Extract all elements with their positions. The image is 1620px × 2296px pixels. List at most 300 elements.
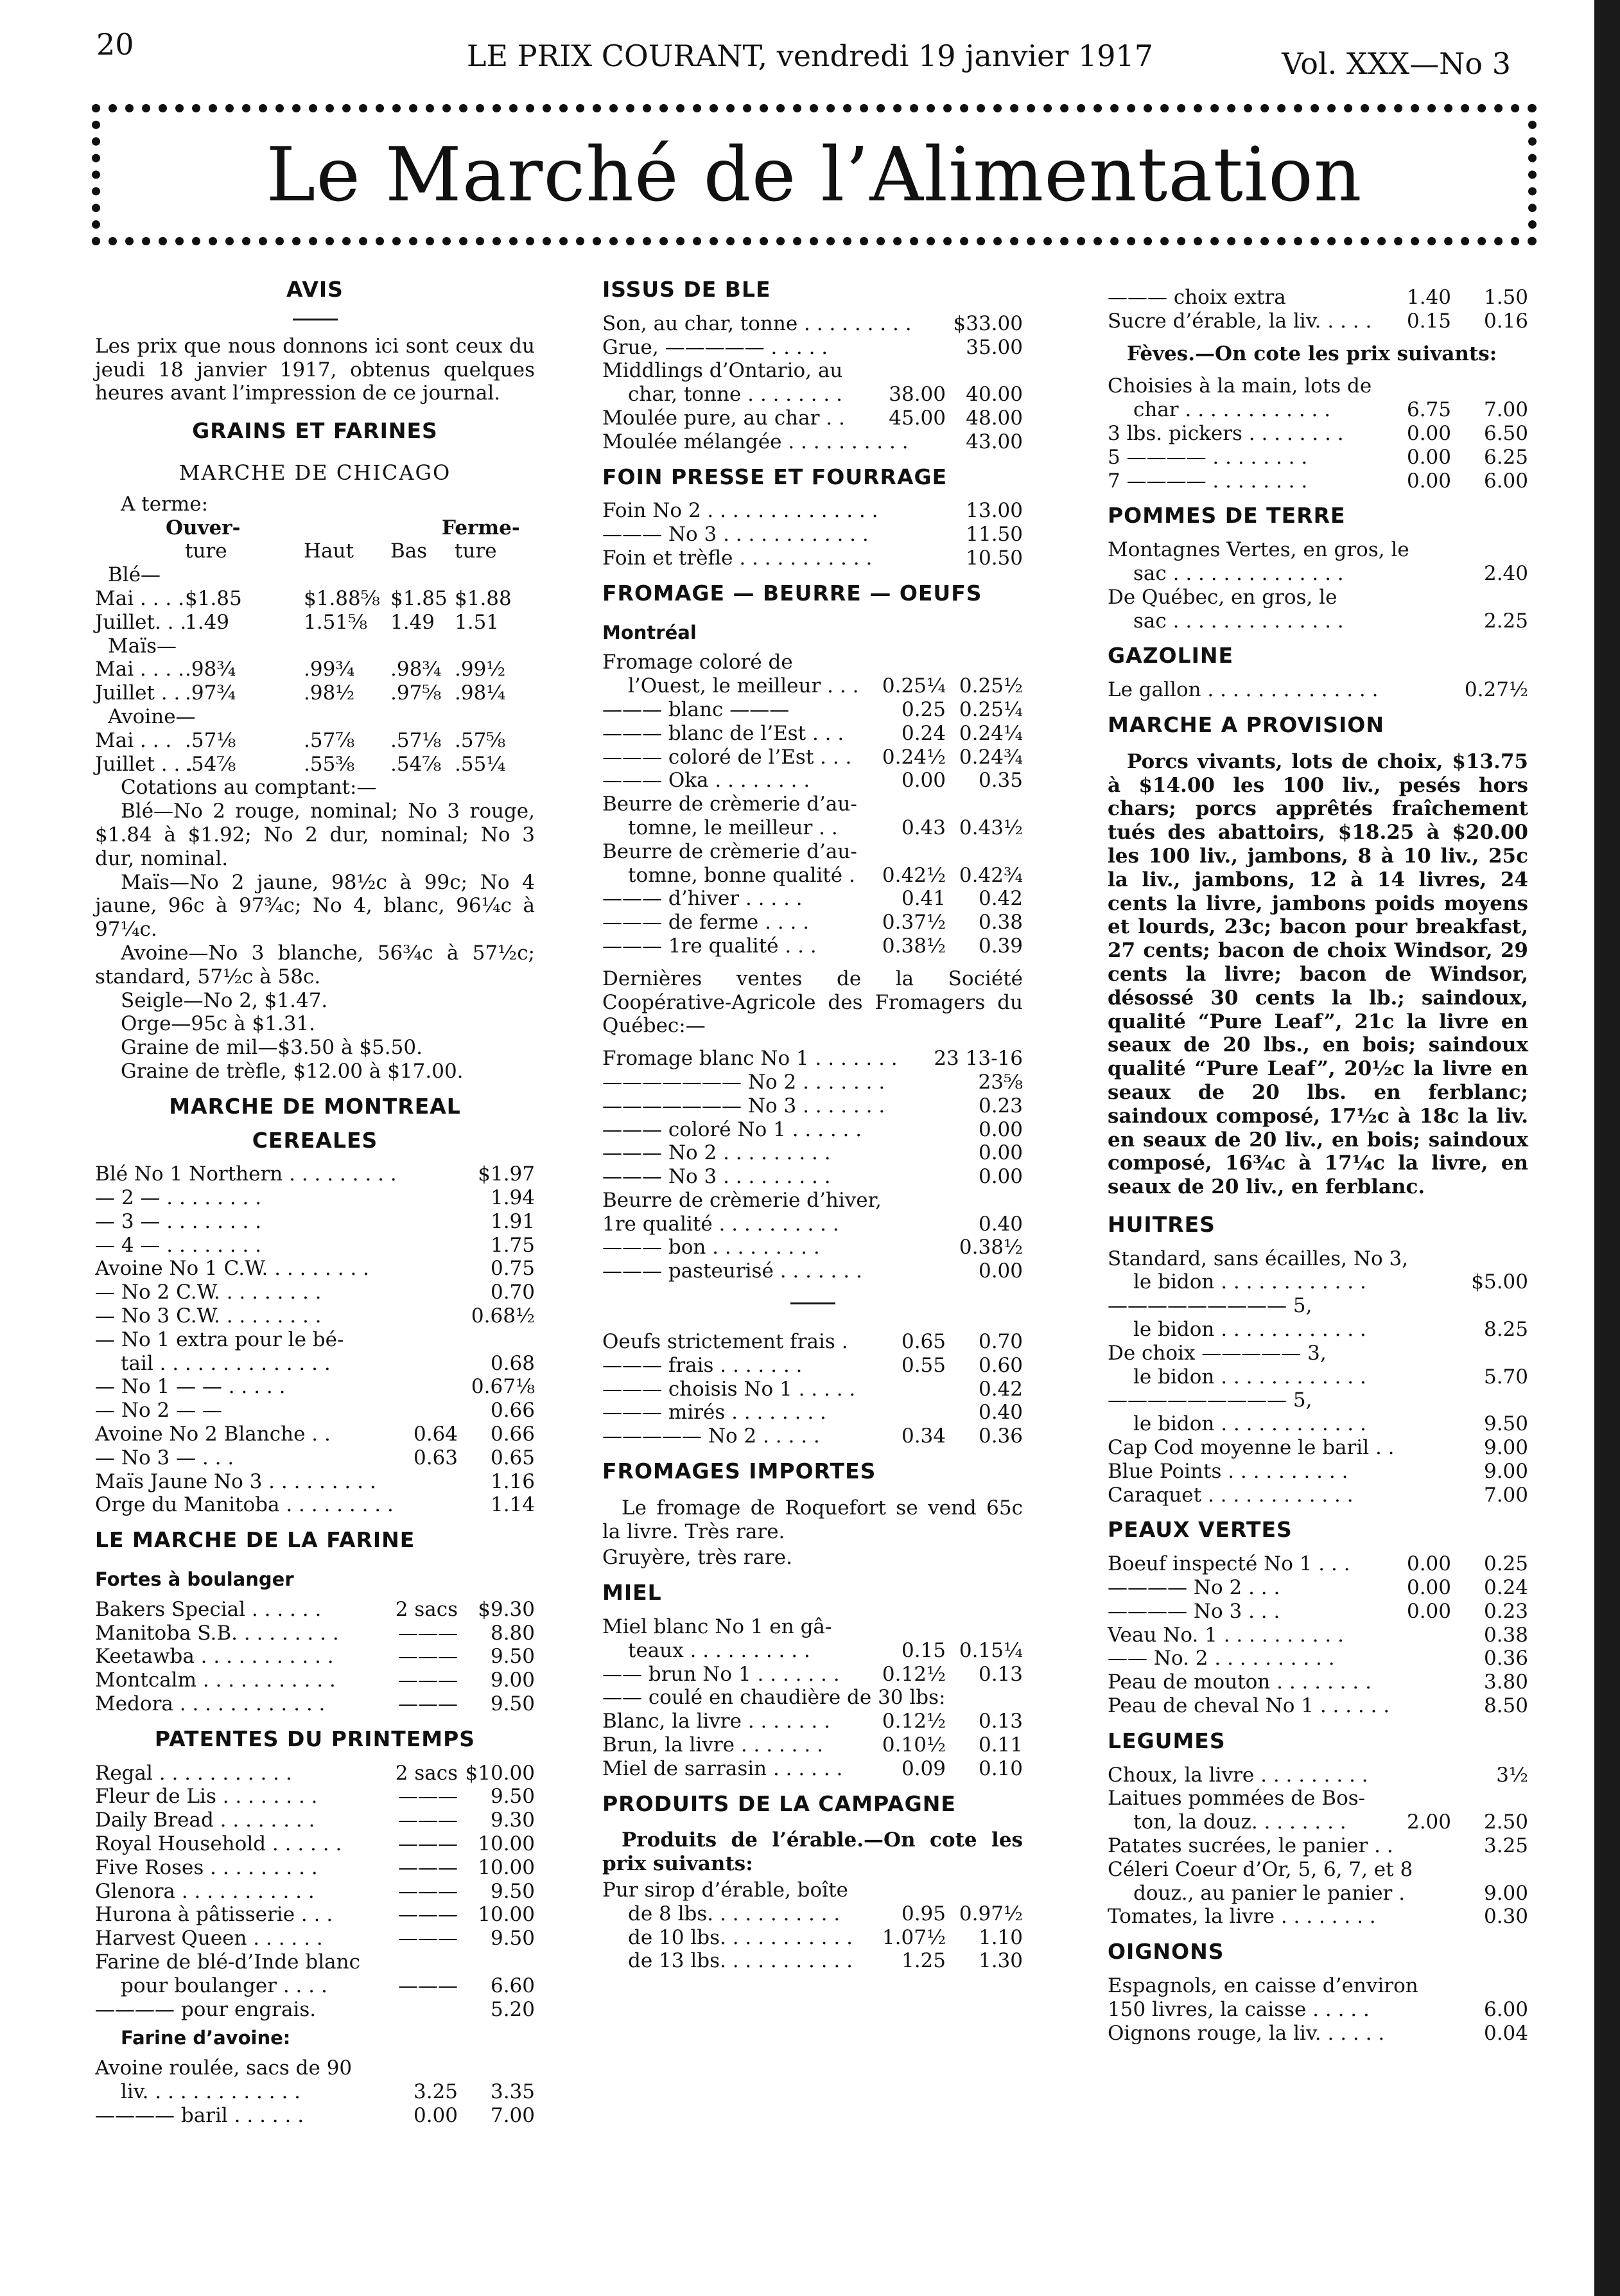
price-row bbox=[1108, 1810, 1528, 1834]
chicago-cell: .57⅛ bbox=[185, 728, 236, 752]
price-row bbox=[95, 1162, 535, 1186]
price-high: 0.27½ bbox=[1464, 678, 1528, 702]
price-label: De choix ————— 3, bbox=[1108, 1341, 1327, 1365]
price-low: 0.00 bbox=[901, 769, 946, 793]
price-row bbox=[602, 1047, 1023, 1071]
patentes-heading: PATENTES DU PRINTEMPS bbox=[154, 1726, 476, 1751]
price-label: ——— frais . . . . . . . bbox=[602, 1353, 803, 1377]
price-row bbox=[602, 1378, 1023, 1401]
legumes-heading: LEGUMES bbox=[1108, 1728, 1226, 1753]
price-low: ——— bbox=[398, 1645, 458, 1669]
price-label: Fromage blanc No 1 . . . . . . . bbox=[602, 1047, 898, 1071]
banner-title: Le Marché de l’Alimentation bbox=[266, 132, 1363, 218]
price-row bbox=[1108, 1905, 1528, 1929]
price-row bbox=[1108, 1389, 1528, 1412]
price-row bbox=[1108, 1460, 1528, 1484]
price-high: 0.00 bbox=[978, 1259, 1023, 1283]
price-label: Miel de sarrasin . . . . . . bbox=[602, 1757, 843, 1780]
price-label: Hurona à pâtisserie . . . bbox=[95, 1903, 333, 1927]
chicago-row bbox=[95, 681, 535, 705]
chicago-row bbox=[95, 587, 535, 611]
price-label: — 4 — . . . . . . . . bbox=[95, 1233, 262, 1257]
price-label: teaux . . . . . . . . . . bbox=[628, 1638, 810, 1662]
chicago-row bbox=[95, 729, 535, 753]
chicago-cell: .99¾ bbox=[304, 658, 355, 681]
chicago-header-1 bbox=[95, 516, 535, 540]
price-label: Sucre d’érable, la liv. . . . . bbox=[1108, 309, 1372, 333]
price-high: 9.50 bbox=[490, 1927, 535, 1950]
price-row bbox=[1108, 1484, 1528, 1507]
page-edge-shadow bbox=[1594, 0, 1620, 2296]
pommes-heading: POMMES DE TERRE bbox=[1108, 503, 1346, 529]
price-high: 0.40 bbox=[978, 1401, 1023, 1424]
chicago-cell: $1.88⅝ bbox=[304, 586, 380, 610]
price-row bbox=[1108, 1365, 1528, 1389]
price-label: — No 2 C.W. . . . . . . . . bbox=[95, 1281, 322, 1304]
price-row bbox=[95, 1809, 535, 1832]
price-row bbox=[602, 1071, 1023, 1094]
price-high: 0.23 bbox=[1483, 1599, 1528, 1623]
price-low: 0.34 bbox=[901, 1424, 946, 1448]
price-high: 0.38½ bbox=[959, 1236, 1023, 1259]
price-low: 0.00 bbox=[1406, 421, 1451, 445]
price-row bbox=[602, 816, 1023, 840]
montreal-heading: MARCHE DE MONTREAL bbox=[169, 1093, 461, 1119]
price-row bbox=[1108, 1787, 1528, 1810]
price-high: 3½ bbox=[1496, 1763, 1528, 1787]
price-row bbox=[1108, 422, 1528, 446]
chicago-cell: Juillet . . . bbox=[95, 752, 193, 776]
price-row bbox=[95, 2080, 535, 2104]
price-high: 13.00 bbox=[966, 499, 1023, 523]
miel-table bbox=[602, 1615, 1023, 1781]
price-low: 0.24 bbox=[901, 721, 946, 745]
price-row bbox=[602, 698, 1023, 722]
chicago-cell: Mai . . . . bbox=[95, 586, 184, 610]
price-high: 0.10 bbox=[978, 1757, 1023, 1780]
price-row bbox=[95, 1493, 535, 1517]
price-high: 0.25¼ bbox=[959, 697, 1023, 721]
price-label: ——— choix extra bbox=[1108, 286, 1286, 309]
price-high: 9.50 bbox=[490, 1645, 535, 1669]
price-label: Blanc, la livre . . . . . . . bbox=[602, 1710, 830, 1733]
price-label: Royal Household . . . . . . bbox=[95, 1832, 342, 1856]
chicago-cell: .55⅜ bbox=[304, 752, 355, 776]
price-low: 2 sacs bbox=[395, 1761, 458, 1785]
price-low: 0.43 bbox=[901, 816, 946, 839]
provision-heading: MARCHE A PROVISION bbox=[1108, 712, 1384, 737]
price-high: 10.00 bbox=[478, 1855, 535, 1879]
price-row bbox=[95, 1210, 535, 1234]
price-high: 1.50 bbox=[1483, 286, 1528, 309]
price-high: 0.16 bbox=[1483, 309, 1528, 333]
comptant-item: Seigle—No 2, $1.47. bbox=[121, 988, 328, 1012]
price-row bbox=[95, 1762, 535, 1785]
price-high: 1.94 bbox=[490, 1186, 535, 1210]
price-high: 9.50 bbox=[490, 1879, 535, 1903]
price-high: 0.24¼ bbox=[959, 721, 1023, 745]
chicago-col-high: Haut bbox=[304, 539, 354, 563]
price-label: le bidon . . . . . . . . . . . . bbox=[1133, 1412, 1366, 1436]
price-label: sac . . . . . . . . . . . . . . bbox=[1133, 609, 1344, 633]
price-row bbox=[1108, 538, 1528, 562]
price-row bbox=[602, 1902, 1023, 1926]
chicago-table bbox=[95, 516, 535, 776]
price-row bbox=[95, 1880, 535, 1904]
gazoline-heading: GAZOLINE bbox=[1108, 643, 1234, 669]
chicago-cell: $1.85 bbox=[390, 586, 448, 610]
page-number: 20 bbox=[96, 27, 134, 62]
comptant-heading: Cotations au comptant:— bbox=[121, 776, 377, 800]
price-row bbox=[95, 1399, 535, 1423]
price-high: $9.30 bbox=[478, 1597, 535, 1621]
price-label: Glenora . . . . . . . . . . . bbox=[95, 1879, 315, 1903]
price-label: 7 ———— . . . . . . . . bbox=[1108, 469, 1308, 493]
price-row bbox=[1108, 1552, 1528, 1576]
price-label: — No 1 — — . . . . . bbox=[95, 1375, 286, 1399]
price-label: Beurre de crèmerie d’hiver, bbox=[602, 1188, 882, 1212]
price-label: Espagnols, en caisse d’environ bbox=[1108, 1974, 1418, 1997]
price-high: 1.10 bbox=[978, 1925, 1023, 1949]
price-label: Céleri Coeur d’Or, 5, 6, 7, et 8 bbox=[1108, 1857, 1413, 1881]
price-high: 0.23 bbox=[978, 1094, 1023, 1117]
comptant-item: Orge—95c à $1.31. bbox=[121, 1012, 316, 1036]
oignons-table bbox=[1108, 1974, 1528, 2045]
price-label: —— brun No 1 . . . . . . . bbox=[602, 1662, 840, 1686]
issus-heading: ISSUS DE BLE bbox=[602, 277, 771, 302]
divider bbox=[293, 319, 338, 320]
price-row bbox=[602, 1330, 1023, 1354]
price-row bbox=[602, 722, 1023, 746]
price-label: Miel blanc No 1 en gâ- bbox=[602, 1615, 832, 1639]
price-label: Tomates, la livre . . . . . . . . bbox=[1108, 1905, 1376, 1929]
chicago-cell: .98½ bbox=[304, 681, 355, 705]
price-high: 0.25½ bbox=[959, 674, 1023, 698]
price-label: douz., au panier le panier . bbox=[1133, 1881, 1406, 1905]
price-high: 3.35 bbox=[490, 2080, 535, 2103]
price-row bbox=[602, 1615, 1023, 1639]
price-low: ——— bbox=[398, 1669, 458, 1692]
chicago-cell: Juillet . . bbox=[95, 681, 180, 705]
price-label: tomne, le meilleur . . bbox=[628, 816, 838, 839]
price-label: Orge du Manitoba . . . . . . . . . bbox=[95, 1493, 394, 1517]
price-row bbox=[602, 1663, 1023, 1687]
price-row bbox=[602, 1424, 1023, 1448]
price-label: Brun, la livre . . . . . . . bbox=[602, 1733, 823, 1757]
price-low: 0.00 bbox=[1406, 445, 1451, 469]
price-label: De Québec, en gros, le bbox=[1108, 585, 1337, 609]
price-high: 9.50 bbox=[490, 1785, 535, 1809]
price-high: 23 13-16 bbox=[934, 1047, 1023, 1071]
price-low: 38.00 bbox=[889, 383, 946, 407]
price-label: ——— de ferme . . . . bbox=[602, 911, 810, 934]
price-row bbox=[95, 1352, 535, 1376]
price-high: 0.66 bbox=[490, 1399, 535, 1423]
price-label: Moulée pure, au char . . bbox=[602, 406, 845, 430]
price-label: ———— pour engrais. bbox=[95, 1997, 317, 2021]
price-row bbox=[602, 1118, 1023, 1142]
comptant-item: Graine de trèfle, $12.00 à $17.00. bbox=[121, 1059, 464, 1083]
price-low: 0.00 bbox=[413, 2103, 458, 2127]
fortes-table bbox=[95, 1598, 535, 1716]
chicago-row bbox=[95, 611, 535, 635]
price-row bbox=[1108, 286, 1528, 310]
price-low: ——— bbox=[398, 1832, 458, 1856]
price-label: Pur sirop d’érable, boîte bbox=[602, 1879, 848, 1902]
price-high: 7.00 bbox=[490, 2103, 535, 2127]
price-high: 0.13 bbox=[978, 1710, 1023, 1733]
price-high: 0.42 bbox=[978, 1377, 1023, 1401]
chicago-cell: $1.88 bbox=[455, 586, 512, 610]
price-high: 9.30 bbox=[490, 1809, 535, 1832]
price-row bbox=[602, 1259, 1023, 1283]
price-high: 0.97½ bbox=[959, 1902, 1023, 1925]
price-row bbox=[95, 1669, 535, 1692]
price-row bbox=[1108, 374, 1528, 398]
price-high: 0.40 bbox=[978, 1212, 1023, 1236]
price-label: le bidon . . . . . . . . . . . . bbox=[1133, 1318, 1366, 1342]
price-label: Son, au char, tonne . . . . . . . . . bbox=[602, 311, 912, 335]
column-1 bbox=[95, 267, 535, 2128]
price-low: 1.07½ bbox=[882, 1925, 946, 1949]
price-row bbox=[1108, 1318, 1528, 1342]
price-low: 2.00 bbox=[1406, 1810, 1451, 1834]
title-banner bbox=[92, 104, 1537, 245]
price-row bbox=[95, 1927, 535, 1950]
chicago-col-low: Bas bbox=[390, 539, 428, 563]
avis-heading: AVIS bbox=[286, 277, 344, 302]
divider bbox=[790, 1302, 835, 1304]
price-low: 0.25¼ bbox=[882, 674, 946, 698]
farine-heading: LE MARCHE DE LA FARINE bbox=[95, 1527, 415, 1553]
chicago-row bbox=[95, 705, 535, 729]
column-3 bbox=[1108, 286, 1528, 2045]
erable-table bbox=[602, 1879, 1023, 1973]
price-high: 0.60 bbox=[978, 1353, 1023, 1377]
campagne-heading: PRODUITS DE LA CAMPAGNE bbox=[602, 1791, 956, 1816]
price-high: 6.50 bbox=[1483, 421, 1528, 445]
price-high: 5.20 bbox=[490, 1997, 535, 2021]
price-row bbox=[95, 1645, 535, 1669]
price-low: 45.00 bbox=[889, 406, 946, 430]
price-high: 0.00 bbox=[978, 1117, 1023, 1141]
price-label: ——— pasteurisé . . . . . . . bbox=[602, 1259, 862, 1283]
running-title: LE PRIX COURANT, vendredi 19 janvier 1917 bbox=[466, 39, 1154, 73]
price-high: 8.80 bbox=[490, 1621, 535, 1645]
chicago-cell: 1.51⅝ bbox=[304, 610, 368, 634]
price-label: Montagnes Vertes, en gros, le bbox=[1108, 538, 1409, 562]
chicago-cell: Avoine— bbox=[108, 705, 196, 728]
chicago-cell: Mai . . . bbox=[95, 728, 172, 752]
price-row bbox=[602, 359, 1023, 383]
price-high: 0.42¾ bbox=[959, 863, 1023, 887]
cereales-table bbox=[95, 1162, 535, 1517]
montreal-subheading: Montréal bbox=[602, 621, 697, 644]
price-row bbox=[95, 1692, 535, 1716]
price-label: Le gallon . . . . . . . . . . . . . . bbox=[1108, 678, 1379, 702]
legumes-table bbox=[1108, 1764, 1528, 1929]
price-high: 0.39 bbox=[978, 934, 1023, 958]
price-low: ——— bbox=[398, 1692, 458, 1716]
price-label: Caraquet . . . . . . . . . . . . bbox=[1108, 1483, 1354, 1507]
price-low: ——— bbox=[398, 1974, 458, 1997]
comptant-item: Blé—No 2 rouge, nominal; No 3 rouge, $1.84 à $1.92; No 2 dur, nominal; No 3 dur, nominal. bbox=[95, 800, 535, 870]
price-row bbox=[95, 1785, 535, 1809]
price-low: ——— bbox=[398, 1927, 458, 1950]
price-row bbox=[95, 1423, 535, 1446]
price-low: 0.37½ bbox=[882, 911, 946, 934]
chicago-cell: Mai . . . . bbox=[95, 658, 184, 681]
price-label: Fleur de Lis . . . . . . . . bbox=[95, 1785, 318, 1809]
price-row bbox=[602, 934, 1023, 958]
price-row bbox=[1108, 586, 1528, 609]
price-label: Grue, ————— . . . . . bbox=[602, 335, 828, 359]
price-label: ———— No 2 . . . bbox=[1108, 1576, 1280, 1600]
price-low: 0.00 bbox=[1406, 1576, 1451, 1600]
price-low: ——— bbox=[398, 1903, 458, 1927]
price-high: 48.00 bbox=[966, 406, 1023, 430]
price-row bbox=[1108, 1600, 1528, 1624]
comptant-item: Graine de mil—$3.50 à $5.50. bbox=[121, 1036, 422, 1060]
chicago-cell: 1.51 bbox=[455, 610, 500, 634]
price-label: le bidon . . . . . . . . . . . . bbox=[1133, 1270, 1366, 1294]
chicago-col-close: Ferme- bbox=[442, 516, 520, 539]
price-high: 2.50 bbox=[1483, 1810, 1528, 1834]
price-high: 0.42 bbox=[978, 887, 1023, 911]
price-low: 0.00 bbox=[1406, 469, 1451, 493]
price-high: 2.25 bbox=[1483, 609, 1528, 633]
price-label: Five Roses . . . . . . . . . bbox=[95, 1855, 318, 1879]
price-label: ——————— No 3 . . . . . . . bbox=[602, 1094, 885, 1117]
price-row bbox=[1108, 1247, 1528, 1271]
price-row bbox=[1108, 1342, 1528, 1365]
peaux-table bbox=[1108, 1552, 1528, 1718]
chicago-cell: .54⅞ bbox=[390, 752, 442, 776]
huitres-table bbox=[1108, 1247, 1528, 1507]
price-row bbox=[602, 1354, 1023, 1378]
patentes-table bbox=[95, 1762, 535, 2022]
price-row bbox=[602, 793, 1023, 816]
comptant-list bbox=[95, 800, 535, 1083]
price-label: Avoine No 1 C.W. . . . . . . . . bbox=[95, 1257, 370, 1281]
price-row bbox=[1108, 562, 1528, 586]
price-high: 0.75 bbox=[490, 1257, 535, 1281]
price-high: 0.38 bbox=[1483, 1623, 1528, 1647]
coop-table bbox=[602, 1047, 1023, 1283]
price-label: Beurre de crèmerie d’au- bbox=[602, 839, 857, 863]
price-high: $33.00 bbox=[953, 311, 1023, 335]
price-row bbox=[602, 887, 1023, 911]
price-label: ——— No 3 . . . . . . . . . bbox=[602, 1165, 831, 1189]
price-row bbox=[1108, 1412, 1528, 1436]
price-label: ton, la douz. . . . . . . . bbox=[1133, 1810, 1346, 1834]
price-label: l’Ouest, le meilleur . . . bbox=[628, 674, 859, 698]
price-high: 9.50 bbox=[1483, 1412, 1528, 1436]
price-label: Montcalm . . . . . . . . . . . bbox=[95, 1669, 336, 1692]
price-label: Blé No 1 Northern . . . . . . . . . bbox=[95, 1162, 397, 1186]
price-label: de 10 lbs. . . . . . . . . . . bbox=[628, 1925, 853, 1949]
price-high: 11.50 bbox=[966, 523, 1023, 547]
price-high: 3.80 bbox=[1483, 1670, 1528, 1694]
price-high: 0.04 bbox=[1483, 2021, 1528, 2045]
price-low: 0.15 bbox=[1406, 309, 1451, 333]
huitres-heading: HUITRES bbox=[1108, 1211, 1215, 1237]
price-row bbox=[95, 1304, 535, 1328]
price-high: 10.50 bbox=[966, 546, 1023, 570]
price-high: 0.43½ bbox=[959, 816, 1023, 839]
fortes-heading: Fortes à boulanger bbox=[95, 1568, 294, 1591]
price-row bbox=[95, 1903, 535, 1927]
chicago-heading: MARCHE DE CHICAGO bbox=[179, 460, 451, 485]
price-low: 0.95 bbox=[901, 1902, 946, 1925]
price-row bbox=[602, 674, 1023, 698]
price-label: 150 livres, la caisse . . . . . bbox=[1108, 1997, 1370, 2021]
price-label: ——— No 3 . . . . . . . . . . . . bbox=[602, 523, 869, 547]
price-label: — 3 — . . . . . . . . bbox=[95, 1209, 262, 1233]
price-row bbox=[602, 547, 1023, 570]
price-row bbox=[602, 1686, 1023, 1710]
price-row bbox=[602, 911, 1023, 934]
price-low: 3.25 bbox=[413, 2080, 458, 2103]
price-high: 8.25 bbox=[1483, 1318, 1528, 1342]
comptant-item: Avoine—No 3 blanche, 56¾c à 57½c; standard, 57½c à 58c. bbox=[95, 941, 535, 988]
price-high: 6.00 bbox=[1483, 1997, 1528, 2021]
importes-text-2: Gruyère, très rare. bbox=[602, 1546, 792, 1570]
price-row bbox=[1108, 1882, 1528, 1906]
price-row bbox=[602, 1401, 1023, 1424]
price-high: 7.00 bbox=[1483, 1483, 1528, 1507]
price-row bbox=[95, 1974, 535, 1998]
peaux-heading: PEAUX VERTES bbox=[1108, 1517, 1293, 1543]
price-label: liv. . . . . . . . . . . . . bbox=[121, 2080, 301, 2103]
price-row bbox=[95, 1856, 535, 1880]
price-high: 9.00 bbox=[1483, 1459, 1528, 1483]
chicago-cell: Blé— bbox=[108, 563, 161, 587]
price-row bbox=[602, 1757, 1023, 1781]
price-row bbox=[95, 2104, 535, 2128]
price-row bbox=[1108, 1436, 1528, 1460]
price-label: Oignons rouge, la liv. . . . . . bbox=[1108, 2021, 1385, 2045]
price-high: 0.13 bbox=[978, 1662, 1023, 1686]
price-high: 0.35 bbox=[978, 769, 1023, 793]
price-row bbox=[602, 651, 1023, 674]
price-row bbox=[602, 1926, 1023, 1950]
price-row bbox=[95, 1622, 535, 1645]
gazoline-table bbox=[1108, 678, 1528, 702]
price-row bbox=[1108, 1974, 1528, 1998]
chicago-cell: .99½ bbox=[455, 658, 506, 681]
price-high: 1.75 bbox=[490, 1233, 535, 1257]
price-low: 0.15 bbox=[901, 1638, 946, 1662]
price-high: 10.00 bbox=[478, 1903, 535, 1927]
price-label: Foin et trèfle . . . . . . . . . . . bbox=[602, 546, 873, 570]
price-row bbox=[1108, 1998, 1528, 2022]
price-label: Choisies à la main, lots de bbox=[1108, 374, 1372, 398]
price-label: Maïs Jaune No 3 . . . . . . . . . bbox=[95, 1469, 376, 1493]
price-low: 2 sacs bbox=[395, 1597, 458, 1621]
price-low: 0.25 bbox=[901, 697, 946, 721]
price-row bbox=[602, 1949, 1023, 1973]
price-label: Keetawba . . . . . . . . . . . bbox=[95, 1645, 334, 1669]
price-label: ——————— No 2 . . . . . . . bbox=[602, 1070, 885, 1094]
price-label: Blue Points . . . . . . . . . . bbox=[1108, 1459, 1348, 1483]
issus-table bbox=[602, 312, 1023, 454]
price-label: Peau de mouton . . . . . . . . bbox=[1108, 1670, 1372, 1694]
price-row bbox=[1108, 469, 1528, 493]
foin-table bbox=[602, 499, 1023, 570]
price-row bbox=[95, 1234, 535, 1258]
importes-heading: FROMAGES IMPORTES bbox=[602, 1459, 876, 1484]
